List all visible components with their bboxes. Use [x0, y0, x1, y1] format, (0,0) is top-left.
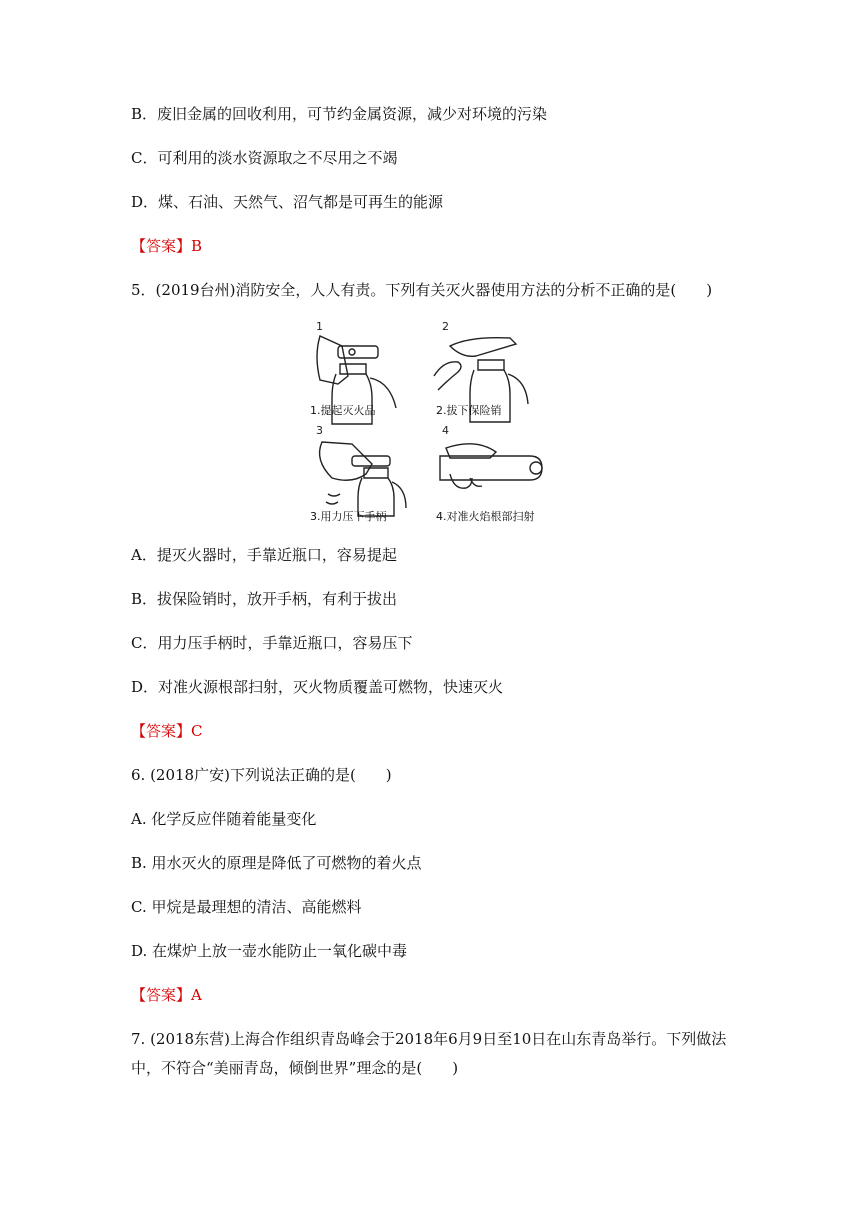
panel-3-illustration	[316, 424, 406, 516]
option-5b: B．拔保险销时，放开手柄，有利于拔出	[131, 590, 398, 608]
option-6b: B. 用水灭火的原理是降低了可燃物的着火点	[131, 854, 422, 872]
question-7-line-2: 中，不符合“美丽青岛，倾倒世界”理念的是( )	[131, 1059, 459, 1077]
option-6a: A. 化学反应伴随着能量变化	[131, 810, 317, 828]
option-6d: D. 在煤炉上放一壶水能防止一氧化碳中毒	[131, 942, 408, 960]
panel-1-caption: 1.提起灭火品	[310, 404, 376, 417]
option-6c: C. 甲烷是最理想的清洁、高能燃料	[131, 898, 362, 916]
panel-4-illustration	[440, 424, 542, 488]
panel-2-caption: 2.拔下保险销	[436, 404, 502, 417]
question-6: 6. (2018广安)下列说法正确的是( )	[131, 766, 392, 784]
panel-2-num: 2	[442, 320, 449, 333]
option-5d: D．对准火源根部扫射，灭火物质覆盖可燃物，快速灭火	[131, 678, 504, 696]
extinguisher-figure	[300, 316, 568, 528]
panel-4-caption: 4.对准火焰根部扫射	[436, 510, 535, 523]
answer-4: 【答案】B	[131, 237, 203, 255]
option-4b: B．废旧金属的回收利用，可节约金属资源，减少对环境的污染	[131, 105, 548, 123]
question-5: 5．(2019台州)消防安全，人人有责。下列有关灭火器使用方法的分析不正确的是( )	[131, 281, 713, 299]
answer-5: 【答案】C	[131, 722, 203, 740]
panel-4-num: 4	[442, 424, 449, 437]
panel-3-num: 3	[316, 424, 323, 437]
answer-6: 【答案】A	[131, 986, 202, 1004]
question-7-line-1: 7. (2018东营)上海合作组织青岛峰会于2018年6月9日至10日在山东青岛举行。下列做法	[131, 1030, 727, 1048]
option-5a: A．提灭火器时，手靠近瓶口，容易提起	[131, 546, 397, 564]
panel-3-caption: 3.用力压下手柄	[310, 510, 387, 523]
option-5c: C．用力压手柄时，手靠近瓶口，容易压下	[131, 634, 413, 652]
option-4d: D．煤、石油、天然气、沼气都是可再生的能源	[131, 193, 444, 211]
option-4c: C．可利用的淡水资源取之不尽用之不竭	[131, 149, 398, 167]
panel-1-num: 1	[316, 320, 323, 333]
